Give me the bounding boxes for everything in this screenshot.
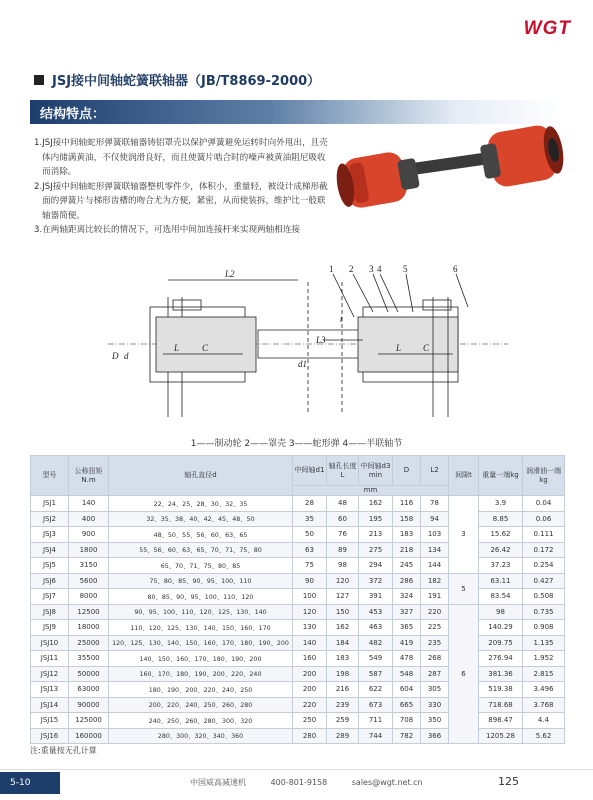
table-cell: 140、150、160、170、180、190、200 — [109, 651, 293, 667]
table-cell: 150 — [327, 604, 359, 620]
table-cell: 200 — [293, 682, 327, 698]
footer — [0, 769, 593, 800]
table-cell: 220 — [421, 604, 449, 620]
feature-item: 3.在两轴距离比较长的情况下，可选用中间加连接杆来实现两轴相连接 — [34, 225, 301, 235]
table-cell: 294 — [359, 558, 393, 574]
table-cell: 0.908 — [523, 620, 565, 636]
table-row — [31, 527, 565, 543]
table-row — [31, 558, 565, 574]
col-torque: 公称扭矩N.m — [69, 456, 109, 496]
table-cell: 216 — [327, 682, 359, 698]
table-cell: JSJ2 — [31, 511, 69, 527]
table-cell: 1205.28 — [479, 728, 523, 744]
dim-t: t — [340, 314, 343, 324]
table-cell: 90、95、100、110、120、125、130、140 — [109, 604, 293, 620]
table-cell: 191 — [421, 589, 449, 605]
table-cell: 183 — [327, 651, 359, 667]
table-cell: 400 — [69, 511, 109, 527]
table-cell: 5.62 — [523, 728, 565, 744]
col-gap: 间隙t — [449, 456, 479, 496]
table-cell: 0.172 — [523, 542, 565, 558]
table-cell: 305 — [421, 682, 449, 698]
table-cell: 3.768 — [523, 697, 565, 713]
table-row — [31, 682, 565, 698]
dim-l2: L2 — [225, 269, 235, 279]
table-cell: 330 — [421, 697, 449, 713]
table-row — [31, 604, 565, 620]
table-cell: 18000 — [69, 620, 109, 636]
table-cell: 162 — [359, 496, 393, 512]
table-cell: 200、220、240、250、260、280 — [109, 697, 293, 713]
table-cell: 240、250、260、280、300、320 — [109, 713, 293, 729]
table-cell: 0.06 — [523, 511, 565, 527]
table-cell: 116 — [393, 496, 421, 512]
table-cell: 0.508 — [523, 589, 565, 605]
col-weight: 重量一端kg — [479, 456, 523, 496]
table-cell: JSJ5 — [31, 558, 69, 574]
dim-l3: L3 — [316, 335, 326, 345]
table-cell: 55、56、60、63、65、70、71、75、80 — [109, 542, 293, 558]
section-tag: 5-10 — [0, 772, 60, 794]
table-cell: 782 — [393, 728, 421, 744]
table-cell: 50000 — [69, 666, 109, 682]
callout-3: 3 — [369, 264, 374, 274]
table-cell: 5600 — [69, 573, 109, 589]
table-cell: 180、190、200、220、240、250 — [109, 682, 293, 698]
table-cell: JSJ3 — [31, 527, 69, 543]
table-cell: 12500 — [69, 604, 109, 620]
callout-4: 4 — [377, 264, 382, 274]
table-cell: 2.815 — [523, 666, 565, 682]
table-row — [31, 620, 565, 636]
table-cell: 182 — [421, 573, 449, 589]
table-cell: 35 — [293, 511, 327, 527]
table-cell: 94 — [421, 511, 449, 527]
table-cell: 268 — [421, 651, 449, 667]
table-cell: 0.427 — [523, 573, 565, 589]
table-cell: 120、125、130、140、150、160、170、180、190、200 — [109, 635, 293, 651]
table-cell: 80、85、90、95、100、110、120 — [109, 589, 293, 605]
table-cell: 8000 — [69, 589, 109, 605]
table-cell: 15.62 — [479, 527, 523, 543]
table-row — [31, 713, 565, 729]
table-cell: 160、170、180、190、200、220、240 — [109, 666, 293, 682]
table-cell: JSJ11 — [31, 651, 69, 667]
table-cell: JSJ4 — [31, 542, 69, 558]
table-cell: 75 — [293, 558, 327, 574]
table-cell: 48 — [327, 496, 359, 512]
gap-cell: 6 — [449, 604, 479, 744]
table-cell: 89 — [327, 542, 359, 558]
table-row — [31, 573, 565, 589]
table-cell: 209.75 — [479, 635, 523, 651]
table-cell: 125000 — [69, 713, 109, 729]
table-cell: 366 — [421, 728, 449, 744]
table-cell: 160 — [293, 651, 327, 667]
table-cell: 100 — [293, 589, 327, 605]
table-cell: 1.135 — [523, 635, 565, 651]
page-title-row — [34, 70, 320, 89]
table-cell: 0.04 — [523, 496, 565, 512]
table-cell: JSJ12 — [31, 666, 69, 682]
table-cell: 4.4 — [523, 713, 565, 729]
table-cell: JSJ6 — [31, 573, 69, 589]
table-cell: 391 — [359, 589, 393, 605]
table-cell: 718.68 — [479, 697, 523, 713]
table-row — [31, 542, 565, 558]
col-l2: L2 — [421, 456, 449, 486]
table-cell: 22、24、25、28、30、32、35 — [109, 496, 293, 512]
features-list — [34, 136, 330, 238]
table-cell: 0.254 — [523, 558, 565, 574]
table-cell: 898.47 — [479, 713, 523, 729]
table-cell: 120 — [327, 573, 359, 589]
table-cell: 286 — [393, 573, 421, 589]
table-cell: 140 — [69, 496, 109, 512]
feature-item: 2.JSJ接中间轴蛇形弹簧联轴器整机零件少，体积小，重量轻，被设计成梯形截面的弹簧片与梯形齿槽的吻合尤为方便，紧密，从而使装拆，维护比一般联轴器简便。 — [34, 181, 328, 221]
table-cell: 220 — [293, 697, 327, 713]
table-cell: 160000 — [69, 728, 109, 744]
coupling-photo — [330, 110, 570, 230]
table-cell: 665 — [393, 697, 421, 713]
table-cell: JSJ15 — [31, 713, 69, 729]
table-cell: 235 — [421, 635, 449, 651]
table-cell: 3150 — [69, 558, 109, 574]
table-cell: 144 — [421, 558, 449, 574]
table-row — [31, 511, 565, 527]
brand-logo: WGT — [523, 18, 571, 39]
table-cell: JSJ16 — [31, 728, 69, 744]
table-cell: 75、80、85、90、95、100、110 — [109, 573, 293, 589]
table-cell: 158 — [393, 511, 421, 527]
table-cell: 482 — [359, 635, 393, 651]
footer-email: sales@wgt.net.cn — [351, 778, 423, 787]
coupling-drawing — [108, 262, 508, 432]
dim-d1: d1 — [298, 359, 307, 369]
dim-c-right: C — [423, 343, 430, 353]
table-row — [31, 496, 565, 512]
gap-cell: 3 — [449, 496, 479, 574]
table-cell: 239 — [327, 697, 359, 713]
callout-1: 1 — [329, 264, 334, 274]
drawing-legend: 1——制动轮 2——罩壳 3——蛇形弹 4——半联轴节 — [190, 439, 403, 449]
table-cell: 195 — [359, 511, 393, 527]
table-cell: 35500 — [69, 651, 109, 667]
table-cell: 327 — [393, 604, 421, 620]
table-cell: 548 — [393, 666, 421, 682]
dim-c-left: C — [202, 343, 209, 353]
table-cell: JSJ7 — [31, 589, 69, 605]
table-cell: 83.54 — [479, 589, 523, 605]
table-note: 注:重量按无孔计算 — [30, 746, 97, 755]
table-cell: 604 — [393, 682, 421, 698]
table-cell: 287 — [421, 666, 449, 682]
table-cell: 0.111 — [523, 527, 565, 543]
table-cell: 900 — [69, 527, 109, 543]
table-cell: 673 — [359, 697, 393, 713]
table-cell: 134 — [421, 542, 449, 558]
table-cell: 225 — [421, 620, 449, 636]
table-cell: 453 — [359, 604, 393, 620]
dim-d-outer: D — [112, 351, 119, 361]
table-cell: 90000 — [69, 697, 109, 713]
table-cell: 60 — [327, 511, 359, 527]
table-cell: 184 — [327, 635, 359, 651]
table-cell: 365 — [393, 620, 421, 636]
table-cell: 289 — [327, 728, 359, 744]
col-grease: 润滑油一端kg — [523, 456, 565, 496]
table-cell: 549 — [359, 651, 393, 667]
table-cell: 708 — [393, 713, 421, 729]
table-cell: 26.42 — [479, 542, 523, 558]
table-cell: JSJ8 — [31, 604, 69, 620]
table-cell: 8.85 — [479, 511, 523, 527]
table-cell: JSJ1 — [31, 496, 69, 512]
footer-phone: 400-801-9158 — [270, 778, 328, 787]
spec-table — [30, 455, 565, 744]
table-cell: 245 — [393, 558, 421, 574]
table-row — [31, 728, 565, 744]
table-cell: 0.735 — [523, 604, 565, 620]
table-cell: 32、35、38、40、42、45、48、50 — [109, 511, 293, 527]
table-row — [31, 635, 565, 651]
table-cell: 1800 — [69, 542, 109, 558]
table-cell: 218 — [393, 542, 421, 558]
features-heading: 结构特点： — [40, 107, 106, 122]
table-cell: 98 — [479, 604, 523, 620]
table-cell: JSJ14 — [31, 697, 69, 713]
table-cell: JSJ10 — [31, 635, 69, 651]
table-cell: 120 — [293, 604, 327, 620]
table-cell: 63 — [293, 542, 327, 558]
page-number: 125 — [498, 775, 519, 788]
table-cell: 275 — [359, 542, 393, 558]
table-cell: 259 — [327, 713, 359, 729]
table-cell: 63.11 — [479, 573, 523, 589]
feature-item: 1.JSJ接中间轴蛇形弹簧联轴器铸铝罩壳以保护弹簧避免运转时向外甩出，且壳体内储满黄油，不仅使润滑良好，而且使簧片啮合时的噪声被黄油阻尼吸收而消除。 — [34, 138, 328, 177]
table-cell: 98 — [327, 558, 359, 574]
table-cell: 127 — [327, 589, 359, 605]
table-cell: 1.952 — [523, 651, 565, 667]
col-length: 轴孔长度L — [327, 456, 359, 486]
table-cell: 744 — [359, 728, 393, 744]
gap-cell: 5 — [449, 573, 479, 604]
dim-l-right: L — [396, 343, 402, 353]
callout-6: 6 — [453, 264, 458, 274]
callout-5: 5 — [403, 264, 408, 274]
table-cell: 162 — [327, 620, 359, 636]
table-cell: 381.36 — [479, 666, 523, 682]
table-cell: JSJ13 — [31, 682, 69, 698]
col-model: 型号 — [31, 456, 69, 496]
footer-company: 中国威高减速机 — [190, 778, 246, 787]
table-cell: 130 — [293, 620, 327, 636]
table-row — [31, 651, 565, 667]
table-cell: 622 — [359, 682, 393, 698]
table-cell: 587 — [359, 666, 393, 682]
table-cell: 276.94 — [479, 651, 523, 667]
title-bullet-icon — [34, 75, 44, 85]
table-cell: 3.9 — [479, 496, 523, 512]
table-cell: 372 — [359, 573, 393, 589]
table-cell: 198 — [327, 666, 359, 682]
table-cell: 519.38 — [479, 682, 523, 698]
unit-mm: mm — [293, 486, 449, 496]
footer-contact — [190, 777, 445, 788]
page-title: JSJ接中间轴蛇簧联轴器（JB/T8869-2000） — [52, 74, 321, 89]
table-cell: 28 — [293, 496, 327, 512]
table-cell: 250 — [293, 713, 327, 729]
table-cell: 140.29 — [479, 620, 523, 636]
table-cell: JSJ9 — [31, 620, 69, 636]
table-cell: 280 — [293, 728, 327, 744]
table-cell: 213 — [359, 527, 393, 543]
table-cell: 50 — [293, 527, 327, 543]
table-cell: 280、300、320、340、360 — [109, 728, 293, 744]
dim-l-left: L — [174, 343, 180, 353]
table-cell: 90 — [293, 573, 327, 589]
dim-d-bore: d — [124, 351, 129, 361]
table-cell: 25000 — [69, 635, 109, 651]
table-cell: 48、50、55、56、60、63、65 — [109, 527, 293, 543]
table-cell: 140 — [293, 635, 327, 651]
table-cell: 65、70、71、75、80、85 — [109, 558, 293, 574]
table-cell: 419 — [393, 635, 421, 651]
col-bore: 轴孔直径d — [109, 456, 293, 496]
table-cell: 110、120、125、130、140、150、160、170 — [109, 620, 293, 636]
col-outer-d: D — [393, 456, 421, 486]
table-cell: 463 — [359, 620, 393, 636]
table-cell: 478 — [393, 651, 421, 667]
table-cell: 3.496 — [523, 682, 565, 698]
table-cell: 324 — [393, 589, 421, 605]
table-row — [31, 666, 565, 682]
table-cell: 78 — [421, 496, 449, 512]
table-cell: 183 — [393, 527, 421, 543]
table-cell: 350 — [421, 713, 449, 729]
table-cell: 103 — [421, 527, 449, 543]
col-d3: 中间轴d3 min — [359, 456, 393, 486]
table-cell: 711 — [359, 713, 393, 729]
table-row — [31, 697, 565, 713]
col-d1: 中间轴d1 — [293, 456, 327, 486]
table-cell: 200 — [293, 666, 327, 682]
table-cell: 37.23 — [479, 558, 523, 574]
table-cell: 76 — [327, 527, 359, 543]
table-cell: 63000 — [69, 682, 109, 698]
callout-2: 2 — [349, 264, 354, 274]
table-row — [31, 589, 565, 605]
